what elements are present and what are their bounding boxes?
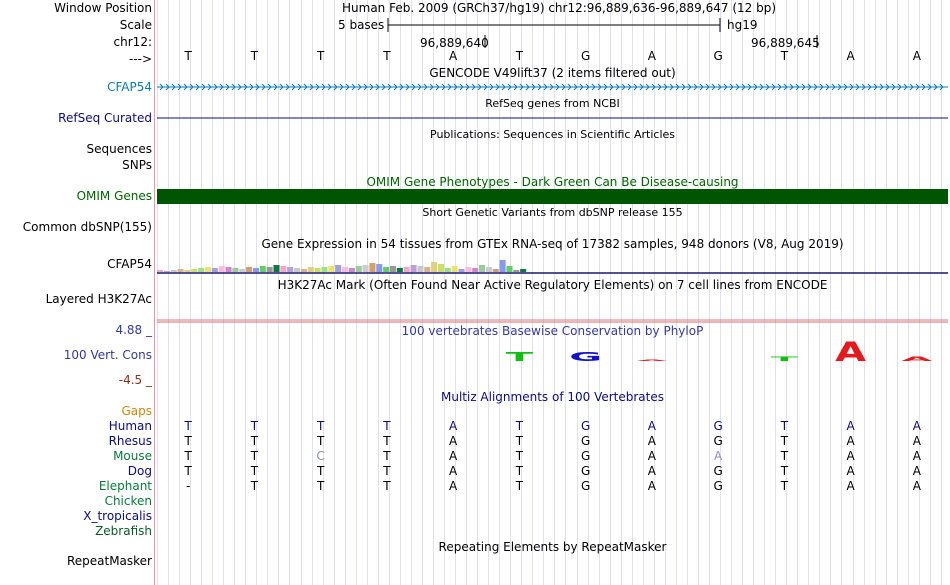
gtex-tissue-bar	[417, 266, 423, 272]
gtex-tissue-bar	[260, 266, 266, 272]
alignment-base: T	[316, 464, 325, 478]
gtex-tissue-bar	[458, 269, 464, 272]
gtex-tissue-bar	[506, 266, 512, 272]
gtex-tissue-bar	[239, 269, 245, 272]
alignment-base: A	[449, 479, 458, 493]
gtex-tissue-bar	[465, 267, 471, 272]
gtex-tissue-bar	[198, 268, 204, 272]
alignment-base: T	[515, 464, 524, 478]
alignment-base: G	[713, 434, 723, 448]
alignment-base: A	[449, 434, 458, 448]
gtex-tissue-bar	[520, 269, 526, 272]
omim-feature-bar	[157, 189, 948, 204]
reference-base: A	[449, 49, 458, 63]
species-label-zebrafish[interactable]: Zebrafish	[95, 524, 152, 538]
gencode-track-label[interactable]: CFAP54	[107, 80, 152, 94]
refseq-track-label[interactable]: RefSeq Curated	[58, 111, 152, 125]
phylop-base-glyph: T	[505, 349, 534, 364]
gtex-track-title: Gene Expression in 54 tissues from GTEx RNA-seq of 17382 samples, 948 donors (V8, Aug 2019)	[261, 237, 844, 251]
gtex-tissue-bar	[184, 270, 190, 272]
alignment-base: A	[647, 449, 656, 463]
species-label-rhesus[interactable]: Rhesus	[108, 434, 152, 448]
phylop-base-glyph: T	[770, 355, 799, 363]
gtex-tissue-bar	[191, 269, 197, 272]
alignment-base: T	[780, 434, 789, 448]
alignment-base: T	[184, 449, 192, 463]
gtex-tissue-bar	[178, 269, 184, 272]
alignment-base: A	[449, 464, 458, 478]
alignment-base: T	[383, 434, 391, 448]
gtex-tissue-bar	[205, 267, 211, 272]
alignment-base: T	[250, 419, 259, 433]
alignment-base: A	[846, 464, 855, 478]
alignment-base: C	[316, 449, 325, 463]
publications-sequences-label[interactable]: Sequences	[86, 142, 152, 156]
alignment-base: A	[449, 419, 458, 433]
alignment-base: T	[780, 449, 789, 463]
species-label-chicken[interactable]: Chicken	[104, 494, 152, 508]
multiz-track-title: Multiz Alignments of 100 Vertebrates	[440, 390, 665, 404]
alignment-base: T	[515, 479, 524, 493]
gtex-tissue-bar	[390, 266, 396, 272]
repeatmasker-track-title: Repeating Elements by RepeatMasker	[438, 540, 667, 554]
gtex-tissue-bar	[493, 269, 499, 272]
h3k27ac-track-label[interactable]: Layered H3K27Ac	[45, 292, 152, 306]
gtex-tissue-bar	[404, 267, 410, 272]
assembly-label: hg19	[727, 18, 758, 32]
h3k27ac-track-title: H3K27Ac Mark (Often Found Near Active Regulatory Elements) on 7 cell lines from ENCODE	[277, 278, 828, 292]
alignment-base: A	[912, 419, 921, 433]
dbsnp-track-title: Short Genetic Variants from dbSNP release 155	[422, 206, 683, 219]
alignment-base: T	[250, 434, 259, 448]
gtex-tissue-bar	[328, 266, 334, 272]
gtex-tissue-bar	[280, 266, 286, 272]
gtex-tissue-bar	[219, 266, 225, 272]
gtex-tissue-bar	[479, 265, 485, 272]
alignment-base: T	[316, 434, 325, 448]
gtex-tissue-bar	[301, 269, 307, 272]
publications-track-title: Publications: Sequences in Scientific Articles	[430, 128, 675, 141]
alignment-base: G	[580, 464, 591, 478]
reference-base: G	[713, 49, 723, 63]
alignment-base: T	[383, 479, 391, 493]
reference-base: T	[515, 49, 524, 63]
gtex-tissue-bar	[246, 267, 252, 272]
alignment-base: G	[713, 479, 723, 493]
alignment-base: G	[580, 434, 591, 448]
repeatmasker-track-label[interactable]: RepeatMasker	[66, 554, 152, 568]
gtex-tissue-bar	[335, 265, 341, 272]
strand-arrow-label: --->	[128, 52, 152, 66]
gtex-tissue-bar	[308, 267, 314, 272]
gtex-tissue-bar	[500, 260, 506, 272]
gtex-tissue-bar	[411, 265, 417, 272]
alignment-base: T	[250, 464, 259, 478]
gtex-tissue-bar	[321, 267, 327, 272]
phylop-base-glyph: A	[835, 336, 867, 369]
species-label-elephant[interactable]: Elephant	[98, 479, 152, 493]
alignment-base: A	[449, 449, 458, 463]
gtex-tissue-bar	[431, 262, 437, 272]
gtex-tissue-bar	[253, 268, 259, 272]
species-label-mouse[interactable]: Mouse	[113, 449, 152, 463]
gtex-tissue-bar	[452, 266, 458, 272]
alignment-base: G	[713, 419, 723, 433]
alignment-base: A	[647, 419, 656, 433]
gtex-tissue-bar	[294, 268, 300, 272]
window-position-label: Window Position	[54, 1, 152, 15]
reference-base: T	[383, 49, 391, 63]
gtex-tissue-bar	[397, 268, 403, 272]
alignment-base: G	[580, 479, 591, 493]
alignment-base: A	[846, 434, 855, 448]
scale-label: Scale	[119, 18, 152, 32]
alignment-base: G	[580, 449, 591, 463]
alignment-base: T	[316, 479, 325, 493]
gtex-tissue-bar	[157, 270, 163, 272]
alignment-base: T	[515, 434, 524, 448]
species-label-human[interactable]: Human	[108, 419, 152, 433]
gtex-tissue-bar	[267, 267, 273, 272]
alignment-base: T	[316, 419, 325, 433]
species-label-dog[interactable]: Dog	[127, 464, 152, 478]
gtex-tissue-bar	[226, 267, 232, 272]
gtex-tissue-bar	[383, 267, 389, 272]
gtex-tissue-bar	[287, 267, 293, 272]
reference-base: A	[846, 49, 855, 63]
alignment-base: A	[647, 479, 656, 493]
gtex-tissue-bar	[164, 271, 170, 272]
reference-base: G	[580, 49, 591, 63]
scale-bases-text: 5 bases	[338, 18, 385, 32]
gtex-tissue-bar	[212, 268, 218, 272]
gtex-tissue-bar	[369, 263, 375, 272]
alignment-base: T	[780, 479, 789, 493]
conservation-track-label[interactable]: 100 Vert. Cons	[63, 348, 152, 362]
reference-base: T	[780, 49, 789, 63]
alignment-base: A	[714, 449, 723, 463]
alignment-base: T	[780, 464, 789, 478]
gtex-tissue-bar	[356, 266, 362, 272]
alignment-base: T	[250, 449, 259, 463]
conservation-track-title: 100 vertebrates Basewise Conservation by PhyloP	[401, 324, 704, 338]
alignment-base: G	[713, 464, 723, 478]
alignment-base: A	[846, 479, 855, 493]
alignment-base: A	[912, 434, 921, 448]
phylop-base-glyph: G	[569, 349, 603, 364]
reference-base: T	[250, 49, 259, 63]
dbsnp-track-label[interactable]: Common dbSNP(155)	[22, 220, 152, 234]
gtex-tissue-bar	[424, 267, 430, 272]
chr-label: chr12:	[113, 35, 152, 49]
gaps-label: Gaps	[121, 404, 152, 418]
conservation-max-label: 4.88 _	[115, 323, 152, 337]
publications-snps-label[interactable]: SNPs	[122, 158, 152, 172]
phylop-base-glyph: A	[636, 359, 668, 362]
species-label-x_tropicalis[interactable]: X_tropicalis	[83, 509, 152, 523]
gtex-tissue-bar	[513, 270, 519, 272]
alignment-base: T	[184, 464, 192, 478]
gtex-tissue-bar	[486, 267, 492, 272]
alignment-base: A	[647, 434, 656, 448]
alignment-base: A	[647, 464, 656, 478]
window-position-text: Human Feb. 2009 (GRCh37/hg19) chr12:96,889,636-96,889,647 (12 bp)	[342, 1, 777, 15]
gtex-tissue-bar	[349, 268, 355, 272]
alignment-base: A	[846, 419, 855, 433]
alignment-base: G	[580, 419, 591, 433]
alignment-base: T	[184, 419, 192, 433]
coord-label-1: 96,889,640	[420, 36, 489, 50]
coord-label-2: 96,889,645	[751, 36, 820, 50]
alignment-base: A	[846, 449, 855, 463]
gtex-tissue-bar	[445, 268, 451, 272]
alignment-base: T	[383, 449, 391, 463]
reference-base: T	[316, 49, 325, 63]
reference-base: A	[912, 49, 921, 63]
alignment-base: T	[250, 479, 259, 493]
alignment-base: A	[912, 449, 921, 463]
reference-base: T	[184, 49, 192, 63]
gtex-tissue-bar	[376, 264, 382, 272]
alignment-base: T	[515, 419, 524, 433]
gtex-tissue-bar	[472, 268, 478, 272]
gtex-tissue-bar	[232, 268, 238, 272]
phylop-base-glyph: A	[901, 355, 933, 363]
gtex-tissue-bar	[363, 265, 369, 272]
gtex-tissue-bar	[273, 265, 279, 272]
alignment-base: -	[185, 479, 191, 493]
conservation-min-label: -4.5 _	[118, 373, 152, 387]
alignment-base: A	[912, 479, 921, 493]
refseq-track-title: RefSeq genes from NCBI	[485, 97, 620, 110]
gencode-track-title: GENCODE V49lift37 (2 items filtered out)	[429, 66, 676, 80]
omim-track-label[interactable]: OMIM Genes	[76, 189, 152, 203]
gtex-tissue-bar	[438, 264, 444, 272]
alignment-base: A	[912, 464, 921, 478]
reference-base: A	[647, 49, 656, 63]
alignment-base: T	[184, 434, 192, 448]
gtex-tissue-bar	[342, 267, 348, 272]
gtex-tissue-bar	[315, 268, 321, 272]
omim-track-title: OMIM Gene Phenotypes - Dark Green Can Be Disease-causing	[366, 175, 739, 189]
alignment-base: T	[383, 419, 391, 433]
gtex-track-label[interactable]: CFAP54	[107, 257, 152, 271]
alignment-base: T	[383, 464, 391, 478]
alignment-base: T	[515, 449, 524, 463]
alignment-base: T	[780, 419, 789, 433]
gtex-tissue-bar	[171, 270, 177, 272]
